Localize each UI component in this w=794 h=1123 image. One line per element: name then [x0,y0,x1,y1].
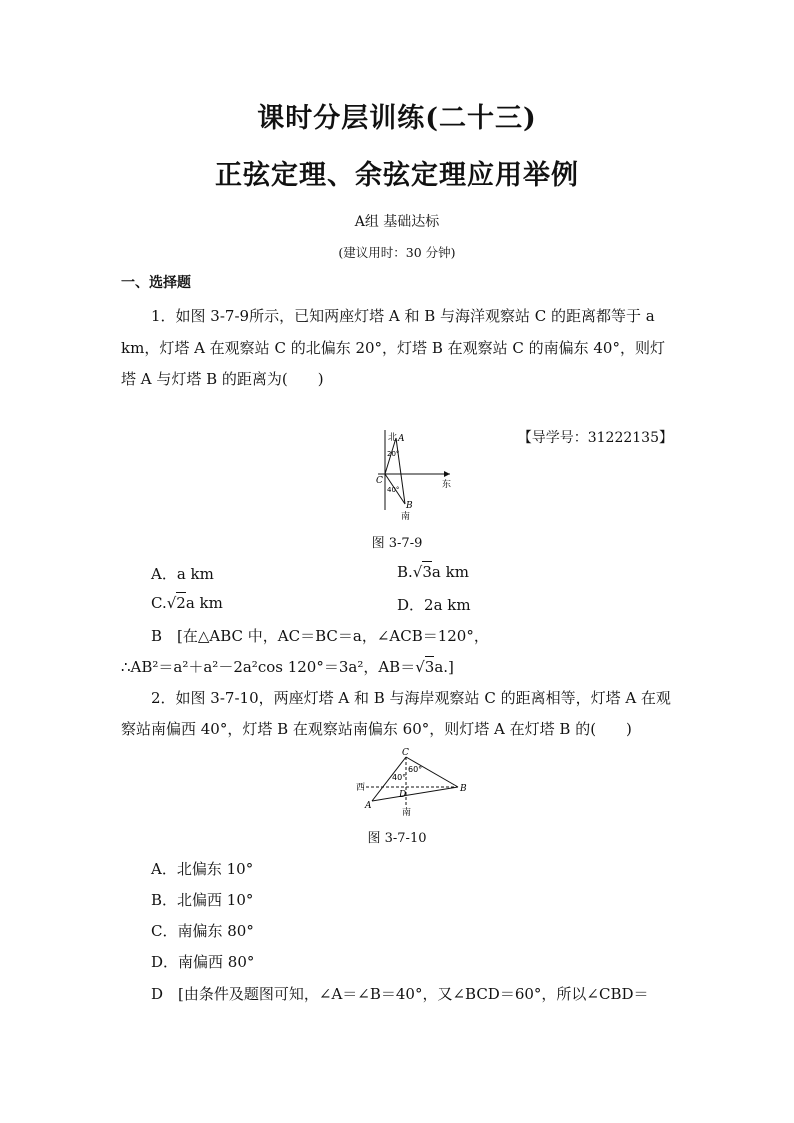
q1-line1: 1．如图 3-7-9所示，已知两座灯塔 A 和 B 与海洋观察站 C 的距离都等于 a [151,307,655,325]
fig2-point-a: A [365,801,372,811]
fig1-point-c: C [376,476,383,486]
section-heading: 一、选择题 [121,275,191,291]
fig1-north-label: 北 [388,433,398,443]
fig2-point-b: B [460,784,467,794]
q1-option-a: A．a km [151,565,214,583]
q2-line2: 察站南偏西 40°，灯塔 B 在观察站南偏东 60°，则灯塔 A 在灯塔 B 的( ) [121,720,632,738]
group-label: A组 基础达标 [354,214,440,230]
q2-option-d: D．南偏西 80° [151,953,255,971]
q1-answer-line1: B [在△ABC 中，AC＝BC＝a，∠ACB＝120°， [151,627,489,645]
fig2-south-label: 南 [402,808,412,818]
q1-option-c: C.√2a km [151,594,223,612]
q1-line3: 塔 A 与灯塔 B 的距离为( ) [121,370,324,388]
fig1-east-label: 东 [442,480,452,490]
fig2-angle-40: 40° [392,773,407,782]
figure-3-7-10 [352,745,477,820]
fig2-point-c: C [402,748,409,758]
fig1-angle-20: 20° [387,450,400,458]
guide-number: 【导学号：31222135】 [517,430,673,446]
q1-option-d: D．2a km [397,596,471,614]
q1-line2: km，灯塔 A 在观察站 C 的北偏东 20°，灯塔 B 在观察站 C 的南偏东 40°，则灯 [121,339,665,357]
fig1-point-b: B [406,501,413,511]
page-title: 课时分层训练(二十三) [257,103,537,134]
q1-option-b: B.√3a km [397,563,469,581]
q2-option-a: A．北偏东 10° [151,860,254,878]
q2-line1: 2．如图 3-7-10，两座灯塔 A 和 B 与海岸观察站 C 的距离相等，灯塔 A 在观 [151,689,671,707]
figure-caption-2: 图 3-7-10 [367,831,427,846]
figure-caption-1: 图 3-7-9 [371,536,423,551]
q2-option-b: B．北偏西 10° [151,891,254,909]
fig2-angle-60: 60° [408,765,423,774]
fig1-angle-40: 40° [387,486,400,494]
q2-option-c: C．南偏东 80° [151,922,254,940]
suggested-time: (建议用时：30 分钟) [338,245,456,260]
figure-3-7-9 [360,428,470,523]
q2-answer-line1: D [由条件及题图可知，∠A＝∠B＝40°，又∠BCD＝60°，所以∠CBD＝ [151,985,649,1003]
fig2-point-d: D [399,790,407,800]
fig1-point-a: A [398,434,405,444]
q1-answer-line2: ∴AB²＝a²＋a²－2a²cos 120°＝3a²，AB＝√3a.] [121,658,454,676]
fig2-west-label: 西 [356,783,366,793]
fig1-south-label: 南 [401,512,411,522]
page-subtitle: 正弦定理、余弦定理应用举例 [215,160,579,191]
